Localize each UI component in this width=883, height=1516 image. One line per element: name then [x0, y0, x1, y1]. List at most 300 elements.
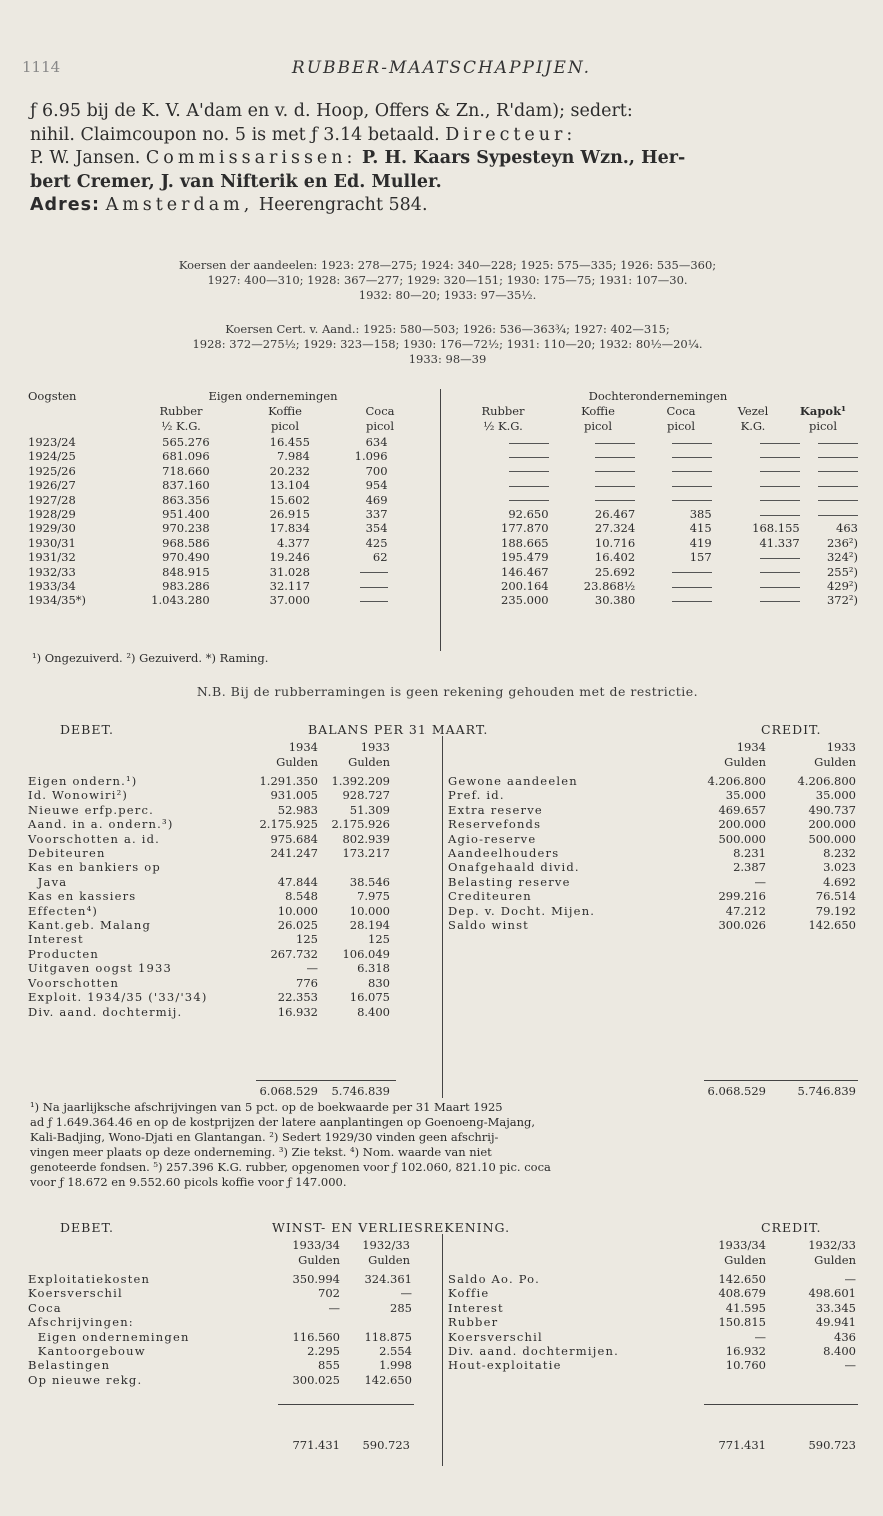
- ledger-label: Exploitatiekosten: [28, 1272, 151, 1286]
- balans-debet: DEBET.: [60, 722, 114, 737]
- oogst-year: 1925/26: [28, 463, 76, 478]
- d-kapok-value: 236²): [826, 535, 858, 550]
- ledger-amount: [278, 1315, 340, 1329]
- ledger-amount: 500.000: [808, 831, 856, 846]
- ledger-amount: 16.075: [349, 990, 390, 1005]
- wv-total-rule-l: [278, 1404, 414, 1405]
- rubber-value: 970.238: [162, 521, 210, 536]
- empty-dash: [760, 500, 800, 501]
- rubber-value: 681.096: [162, 449, 210, 464]
- ledger-row: [448, 1301, 856, 1315]
- year: 1933: [360, 740, 390, 754]
- empty-dash: [509, 500, 549, 501]
- d-koffie-value: 26.467: [594, 507, 636, 522]
- rubber-value: 837.160: [162, 478, 210, 493]
- ledger-amount: 49.941: [815, 1315, 856, 1330]
- col-unit: ½ K.G.: [483, 419, 523, 433]
- balans-credit-rows: [448, 774, 856, 932]
- ledger-amount: 16.932: [277, 1004, 318, 1019]
- empty-dash: [672, 486, 712, 487]
- empty-dash: [672, 500, 712, 501]
- ledger-amount: 38.546: [349, 874, 390, 889]
- ledger-label: Afschrijvingen:: [28, 1315, 134, 1330]
- table-row: [28, 579, 858, 593]
- d-koffie-value: [549, 493, 636, 507]
- koffie-value: 16.455: [269, 435, 310, 449]
- ledger-label: Crediteuren: [448, 889, 532, 904]
- spacer: [388, 478, 445, 492]
- empty-dash: [360, 587, 388, 588]
- d-coca-value: 415: [689, 521, 712, 536]
- col-unit: picol: [808, 419, 838, 433]
- ledger-amount: 855: [318, 1358, 340, 1373]
- koffie-value: 17.834: [269, 521, 310, 536]
- ledger-row: [28, 1315, 412, 1329]
- d-rubber-value: 200.164: [501, 579, 549, 594]
- d-vezel-value: [712, 478, 800, 492]
- col-label: Rubber: [159, 404, 203, 418]
- ledger-label: Pref. id.: [448, 788, 505, 803]
- empty-dash: [672, 457, 712, 458]
- wv-debet: DEBET.: [60, 1220, 114, 1235]
- d-rubber-value: [444, 464, 548, 478]
- table-row: [28, 565, 858, 579]
- balans-footnotes: [30, 1100, 862, 1190]
- ledger-row: [28, 1358, 412, 1372]
- ledger-amount: [340, 1315, 412, 1329]
- col-label: Koffie: [581, 404, 615, 418]
- balans-total-rule-r: [704, 1080, 858, 1081]
- empty-dash: [360, 572, 388, 573]
- oogst-footnote: ¹) Ongezuiverd. ²) Gezuiverd. *) Raming.: [32, 651, 269, 665]
- balans-divider: [442, 736, 443, 1098]
- wv-l-head-a: [278, 1238, 340, 1268]
- ledger-amount: 28.194: [349, 918, 390, 933]
- coca-value: 354: [365, 521, 388, 536]
- koffie-value: 26.915: [269, 507, 310, 522]
- ledger-row: [448, 1358, 856, 1372]
- ledger-label: Koersverschil: [28, 1286, 123, 1301]
- wv-r-head-a: [704, 1238, 766, 1268]
- ledger-label: Uitgaven oogst 1933: [28, 961, 173, 976]
- wv-debet-rows: [28, 1272, 412, 1387]
- ledger-row: [28, 990, 390, 1004]
- koffie-value: 32.117: [269, 579, 310, 594]
- intro-text: [30, 100, 865, 218]
- coca-value: 337: [365, 507, 388, 522]
- ledger-amount: 173.217: [342, 846, 390, 861]
- col-unit: K.G.: [740, 419, 766, 433]
- rubber-value: 848.915: [162, 564, 210, 579]
- ledger-label: Nieuwe erfp.perc.: [28, 802, 154, 817]
- col-label: Coca: [666, 404, 696, 418]
- ledger-amount: 7.975: [357, 889, 390, 904]
- koffie-value: 31.028: [269, 564, 310, 579]
- ledger-amount: 498.601: [808, 1286, 856, 1301]
- spacer: [388, 593, 445, 607]
- ledger-amount: 408.679: [718, 1286, 766, 1301]
- intro-text-part: P. W. Jansen.: [30, 148, 141, 168]
- ledger-amount: 436: [834, 1329, 856, 1344]
- ledger-amount: 142.650: [808, 918, 856, 933]
- footnote-line: Kali-Badjing, Wono-Djati en Glantangan. ²) Sedert 1929/30 vinden geen afschrij-: [30, 1130, 499, 1144]
- rubber-value: 565.276: [162, 435, 210, 449]
- empty-dash: [509, 486, 549, 487]
- table-row: [28, 478, 858, 492]
- koersen-certificaten: [40, 322, 855, 367]
- ledger-amount: 200.000: [718, 817, 766, 832]
- d-vezel-value: [712, 507, 800, 521]
- ledger-label: Extra reserve: [448, 802, 543, 817]
- d-rubber-value: [444, 449, 548, 463]
- ledger-label: Kas en bankiers op: [28, 860, 161, 875]
- d-kapok-value: [800, 493, 858, 507]
- wv-divider: [442, 1234, 443, 1466]
- empty-dash: [509, 457, 549, 458]
- ledger-label: Effecten⁴): [28, 903, 99, 918]
- rubber-value: 718.660: [162, 463, 210, 478]
- ledger-label: Koffie: [448, 1286, 490, 1301]
- d-rubber-value: [444, 493, 548, 507]
- koffie-value: 19.246: [269, 550, 310, 565]
- empty-dash: [818, 515, 858, 516]
- ledger-label: Kant.geb. Malang: [28, 918, 152, 933]
- intro-text-part: P. H. Kaars Sypesteyn Wzn., Her-: [362, 148, 686, 168]
- wv-total-l-b: 590.723: [362, 1438, 410, 1452]
- d-kapok-value: [800, 478, 858, 492]
- ledger-amount: 47.844: [277, 874, 318, 889]
- empty-dash: [595, 471, 635, 472]
- ledger-amount: 776: [296, 975, 318, 990]
- intro-line: [30, 147, 865, 171]
- rubber-value: 968.586: [162, 535, 210, 550]
- koffie-value: 13.104: [269, 478, 310, 493]
- d-kapok-value: 429²): [826, 579, 858, 594]
- page-header: [0, 58, 883, 82]
- d-kapok-value: [800, 449, 858, 463]
- ledger-label: Eigen ondernemingen: [28, 1329, 190, 1344]
- oogst-year: 1931/32: [28, 550, 76, 565]
- balans-debet-rows: [28, 774, 390, 1019]
- ledger-label: Belastingen: [28, 1358, 111, 1373]
- ledger-amount: 125: [368, 932, 390, 947]
- unit: Gulden: [814, 755, 856, 769]
- ledger-label: Aand. in a. ondern.³): [28, 817, 174, 832]
- d-koffie-value: [549, 478, 636, 492]
- d-coca-value: [635, 435, 711, 449]
- empty-dash: [818, 443, 858, 444]
- ledger-amount: 975.684: [270, 831, 318, 846]
- ledger-amount: 830: [368, 975, 390, 990]
- unit: Gulden: [368, 1253, 410, 1267]
- ledger-amount: —: [844, 1358, 856, 1373]
- empty-dash: [595, 486, 635, 487]
- col-unit: picol: [666, 419, 696, 433]
- ledger-amount: 1.291.350: [259, 774, 318, 788]
- unit: Gulden: [348, 755, 390, 769]
- ledger-row: [28, 976, 390, 990]
- table-row: [28, 550, 858, 564]
- ledger-amount: 142.650: [364, 1372, 412, 1387]
- ledger-row: [28, 918, 390, 932]
- d-coca-value: 157: [689, 550, 712, 565]
- ledger-amount: 490.737: [808, 802, 856, 817]
- ledger-amount: 52.983: [277, 802, 318, 817]
- ledger-label: Voorschotten: [28, 975, 120, 990]
- ledger-row: [28, 1301, 412, 1315]
- d-koffie-value: 16.402: [594, 550, 636, 565]
- ledger-row: [28, 961, 390, 975]
- spacer: [388, 521, 445, 535]
- ledger-row: [28, 947, 390, 961]
- ledger-amount: 8.400: [357, 1004, 390, 1019]
- koffie-value: 20.232: [269, 463, 310, 478]
- empty-dash: [760, 457, 800, 458]
- ledger-row: [28, 889, 390, 903]
- ledger-label: Id. Wonowiri²): [28, 788, 129, 803]
- ledger-amount: 33.345: [815, 1300, 856, 1315]
- balans-total-l-b: 5.746.839: [331, 1084, 390, 1098]
- ledger-label: Saldo winst: [448, 918, 530, 933]
- footnote-line: ad ƒ 1.649.364.46 en op de kostprijzen der latere aanplantingen op Goenoeng-Majang,: [30, 1115, 536, 1129]
- ledger-amount: [256, 860, 318, 874]
- d-vezel-value: [712, 493, 800, 507]
- coca-value: 62: [372, 550, 388, 565]
- eigen-header: Eigen ondernemingen: [208, 389, 338, 403]
- ledger-row: [28, 817, 390, 831]
- d-rubber-value: 188.665: [501, 535, 549, 550]
- ledger-label: Div. aand. dochtermijen.: [448, 1344, 620, 1359]
- d-coca-value: [635, 478, 711, 492]
- d-rubber-value: 195.479: [501, 550, 549, 565]
- table-row: [28, 435, 858, 449]
- running-title: RUBBER-MAATSCHAPPIJEN.: [291, 58, 592, 78]
- ledger-amount: 1.998: [379, 1358, 412, 1373]
- balans-total-rule-l: [256, 1080, 396, 1081]
- ledger-row: [28, 1373, 412, 1387]
- rubber-value: 1.043.280: [151, 593, 210, 608]
- ledger-row: [28, 875, 390, 889]
- col-unit: ½ K.G.: [161, 419, 201, 433]
- intro-text-part: nihil. Claimcoupon no. 5 is met ƒ 3.14 betaald.: [30, 124, 440, 145]
- oogst-table: [28, 389, 858, 669]
- ledger-amount: 76.514: [815, 889, 856, 904]
- unit: Gulden: [276, 755, 318, 769]
- ledger-row: [28, 1005, 390, 1019]
- nb-note: N.B. Bij de rubberramingen is geen rekening gehouden met de restrictie.: [196, 684, 699, 699]
- empty-dash: [360, 601, 388, 602]
- spacer: [388, 536, 445, 550]
- oogst-year: 1929/30: [28, 521, 76, 536]
- ledger-amount: 8.232: [823, 846, 856, 861]
- koffie-value: 15.602: [269, 492, 310, 507]
- rubber-value: 983.286: [162, 579, 210, 594]
- ledger-amount: 702: [318, 1286, 340, 1301]
- col-d-vezel: [718, 404, 788, 434]
- col-d-rubber: [458, 404, 548, 434]
- ledger-amount: 10.760: [725, 1358, 766, 1373]
- empty-dash: [509, 471, 549, 472]
- footnote-line: ¹) Na jaarlijksche afschrijvingen van 5 pct. op de boekwaarde per 31 Maart 1925: [30, 1100, 503, 1114]
- empty-dash: [760, 471, 800, 472]
- ledger-amount: —: [400, 1286, 412, 1301]
- ledger-amount: 35.000: [725, 788, 766, 803]
- ledger-amount: 2.295: [307, 1344, 340, 1359]
- empty-dash: [760, 601, 800, 602]
- col-koffie: [240, 404, 330, 434]
- ledger-row: [28, 846, 390, 860]
- ledger-row: [28, 788, 390, 802]
- d-vezel-value: [712, 593, 800, 607]
- spacer: [388, 565, 445, 579]
- ledger-amount: —: [328, 1300, 340, 1315]
- oogst-year: 1928/29: [28, 507, 76, 522]
- oogst-year: 1930/31: [28, 535, 76, 550]
- ledger-amount: 2.387: [733, 860, 766, 875]
- coca-value: 469: [365, 492, 388, 507]
- ledger-amount: 79.192: [815, 903, 856, 918]
- ledger-amount: 3.023: [823, 860, 856, 875]
- ledger-label: Aandeelhouders: [448, 846, 560, 861]
- col-label: Koffie: [268, 404, 302, 418]
- empty-dash: [760, 515, 800, 516]
- empty-dash: [818, 486, 858, 487]
- ledger-amount: —: [754, 874, 766, 889]
- coca-value: [310, 593, 388, 607]
- ledger-row: [28, 774, 390, 788]
- ledger-amount: 106.049: [342, 946, 390, 961]
- ledger-row: [28, 832, 390, 846]
- koersen-line: 1928: 372—275½; 1929: 323—158; 1930: 176—72½; 1931: 110—20; 1932: 80½—20¼.: [192, 337, 703, 351]
- ledger-amount: 16.932: [725, 1344, 766, 1359]
- balans-r-head-b: [780, 740, 856, 770]
- d-vezel-value: [712, 449, 800, 463]
- year: 1933: [826, 740, 856, 754]
- coca-value: [310, 579, 388, 593]
- col-d-coca: [646, 404, 716, 434]
- ledger-amount: 1.392.209: [331, 774, 390, 788]
- spacer: [388, 507, 445, 521]
- ledger-amount: —: [754, 1329, 766, 1344]
- wv-total-l-a: 771.431: [292, 1438, 340, 1452]
- spacer: [388, 464, 445, 478]
- dochter-header: Dochterondernemingen: [588, 389, 728, 403]
- ledger-label: Java: [28, 874, 68, 889]
- ledger-row: [448, 803, 856, 817]
- balans-total-r-b: 5.746.839: [797, 1084, 856, 1098]
- table-row: [28, 464, 858, 478]
- ledger-amount: 4.206.800: [707, 774, 766, 788]
- ledger-row: [28, 1286, 412, 1300]
- ledger-amount: 35.000: [815, 788, 856, 803]
- ledger-row: [448, 889, 856, 903]
- ledger-amount: 928.727: [342, 788, 390, 803]
- coca-value: 700: [365, 463, 388, 478]
- adres-city: Amsterdam,: [105, 195, 254, 215]
- wv-title: WINST- EN VERLIESREKENING.: [272, 1220, 511, 1235]
- ledger-label: Debiteuren: [28, 846, 106, 861]
- directeur-label: Directeur:: [445, 124, 577, 145]
- ledger-amount: 2.554: [379, 1344, 412, 1359]
- oogst-year: 1933/34: [28, 579, 76, 594]
- ledger-amount: 299.216: [718, 889, 766, 904]
- ledger-label: Div. aand. dochtermij.: [28, 1004, 183, 1019]
- unit: Gulden: [298, 1253, 340, 1267]
- d-koffie-value: [549, 435, 636, 449]
- oogst-year: 1932/33: [28, 564, 76, 579]
- ledger-row: [28, 803, 390, 817]
- intro-line: ƒ 6.95 bij de K. V. A'dam en v. d. Hoop, Offers & Zn., R'dam); sedert:: [30, 101, 633, 121]
- ledger-amount: 142.650: [718, 1272, 766, 1286]
- empty-dash: [509, 443, 549, 444]
- ledger-amount: 51.309: [349, 802, 390, 817]
- empty-dash: [672, 587, 712, 588]
- koersen-line: 1927: 400—310; 1928: 367—277; 1929: 320—151; 1930: 175—75; 1931: 107—30.: [207, 273, 688, 287]
- ledger-amount: 200.000: [808, 817, 856, 832]
- empty-dash: [818, 500, 858, 501]
- oogsten-header: Oogsten: [28, 389, 77, 403]
- ledger-row: [448, 904, 856, 918]
- d-vezel-value: [712, 565, 800, 579]
- d-vezel-value: 41.337: [759, 535, 800, 550]
- d-coca-value: [635, 493, 711, 507]
- wv-credit-rows: [448, 1272, 856, 1373]
- ledger-amount: 2.175.926: [331, 817, 390, 832]
- ledger-label: Koersverschil: [448, 1329, 543, 1344]
- col-unit: picol: [365, 419, 395, 433]
- ledger-row: [448, 1286, 856, 1300]
- coca-value: [310, 565, 388, 579]
- ledger-label: Kas en kassiers: [28, 889, 137, 904]
- ledger-amount: —: [844, 1272, 856, 1286]
- col-d-koffie: [558, 404, 638, 434]
- d-coca-value: [635, 449, 711, 463]
- rubber-value: 970.490: [162, 550, 210, 565]
- ledger-amount: 118.875: [364, 1329, 412, 1344]
- ledger-row: [28, 1272, 412, 1286]
- oogst-year: 1927/28: [28, 492, 76, 507]
- footnote-line: genoteerde fondsen. ⁵) 257.396 K.G. rubber, opgenomen voor ƒ 102.060, 821.10 pic. coca: [30, 1160, 551, 1174]
- empty-dash: [672, 572, 712, 573]
- d-kapok-value: 372²): [826, 593, 858, 608]
- year: 1933/34: [292, 1238, 340, 1252]
- koersen-line: 1933: 98—39: [408, 352, 487, 366]
- wv-total-r-b: 590.723: [808, 1438, 856, 1452]
- empty-dash: [672, 601, 712, 602]
- ledger-amount: 125: [296, 932, 318, 947]
- balans-l-head-b: [328, 740, 390, 770]
- col-label: Coca: [365, 404, 395, 418]
- d-rubber-value: 177.870: [501, 521, 549, 536]
- adres-street: Heerengracht 584.: [258, 195, 428, 215]
- ledger-amount: 8.400: [823, 1344, 856, 1359]
- ledger-amount: 4.206.800: [797, 774, 856, 788]
- oogst-rows: [28, 435, 858, 608]
- ledger-amount: 22.353: [277, 990, 318, 1005]
- balans-l-head-a: [256, 740, 318, 770]
- commissarissen-label: Commissarissen:: [145, 148, 357, 168]
- d-koffie-value: 25.692: [594, 564, 636, 579]
- unit: Gulden: [724, 1253, 766, 1267]
- d-rubber-value: 235.000: [501, 593, 549, 608]
- d-coca-value: [635, 565, 711, 579]
- ledger-label: Belasting reserve: [448, 874, 571, 889]
- balans-total-r-a: 6.068.529: [707, 1084, 766, 1098]
- ledger-row: [448, 774, 856, 788]
- ledger-amount: 350.994: [292, 1272, 340, 1286]
- balans: [28, 716, 860, 1106]
- unit: Gulden: [814, 1253, 856, 1267]
